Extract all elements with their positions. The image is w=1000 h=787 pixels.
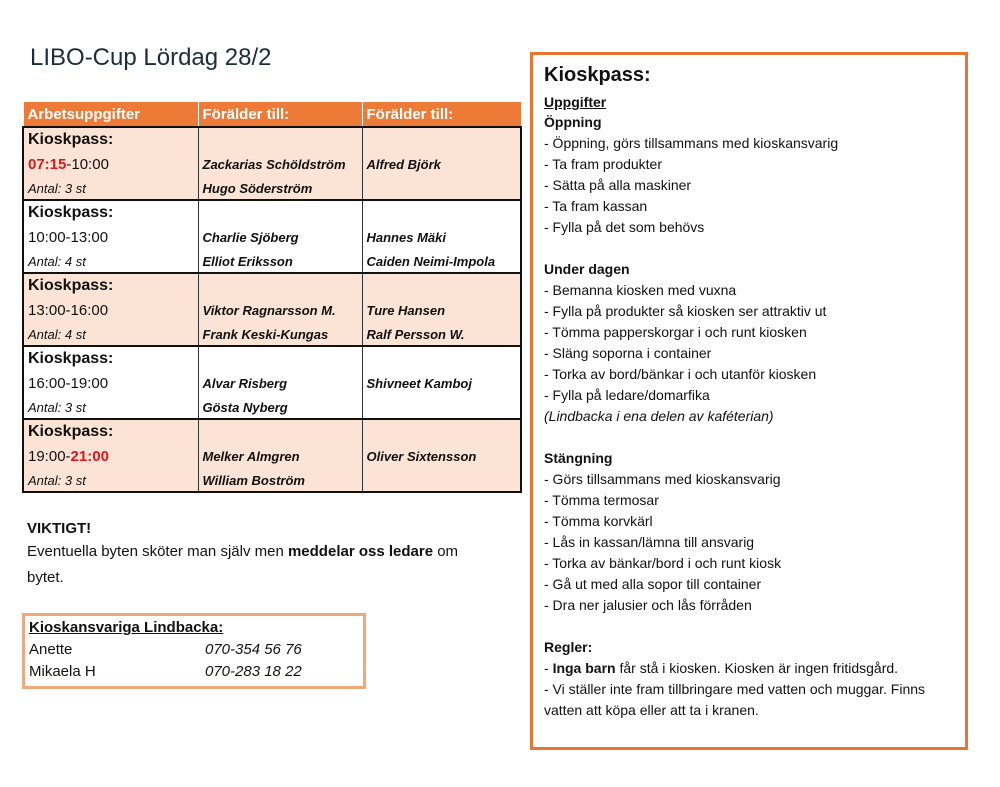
schedule-slot bbox=[23, 200, 521, 273]
parent-name: Zackarias Schöldström bbox=[198, 151, 362, 177]
slot-count: Antal: 3 st bbox=[23, 469, 198, 492]
important-heading: VIKTIGT! bbox=[27, 520, 92, 537]
important-notice bbox=[27, 519, 507, 591]
slot-count: Antal: 3 st bbox=[23, 177, 198, 200]
slot-label: Kioskpass: bbox=[23, 200, 198, 224]
parent-name: Gösta Nyberg bbox=[198, 396, 362, 419]
slot-count: Antal: 3 st bbox=[23, 396, 198, 419]
schedule-table bbox=[22, 101, 522, 493]
list-item: - Torka av bänkar/bord i och runt kiosk bbox=[544, 555, 782, 571]
slot-label: Kioskpass: bbox=[23, 419, 198, 443]
contacts-box bbox=[22, 613, 366, 689]
slot-label: Kioskpass: bbox=[23, 346, 198, 370]
slot-label: Kioskpass: bbox=[23, 273, 198, 297]
section-heading-opening: Öppning bbox=[544, 114, 602, 130]
list-note: (Lindbacka i ena delen av kaféterian) bbox=[544, 408, 774, 424]
parent-name: William Boström bbox=[198, 469, 362, 492]
schedule-slot bbox=[23, 273, 521, 346]
parent-name: Alfred Björk bbox=[362, 151, 521, 177]
schedule-slot bbox=[23, 419, 521, 492]
schedule-slot bbox=[23, 346, 521, 419]
list-item: - Dra ner jalusier och lås förråden bbox=[544, 597, 752, 613]
list-item: - Gå ut med alla sopor till container bbox=[544, 576, 762, 592]
list-item: - Fylla på produkter så kiosken ser attraktiv ut bbox=[544, 303, 827, 319]
list-item: - Tömma papperskorgar i och runt kiosken bbox=[544, 324, 807, 340]
slot-time: 16:00-19:00 bbox=[23, 370, 198, 396]
kiosk-title: Kioskpass: bbox=[544, 64, 651, 86]
schedule-header-row bbox=[23, 102, 521, 128]
parent-name: Frank Keski-Kungas bbox=[198, 323, 362, 346]
section-heading-closing: Stängning bbox=[544, 450, 613, 466]
list-item: - Öppning, görs tillsammans med kioskansvarig bbox=[544, 135, 839, 151]
list-item: - Torka av bord/bänkar i och utanför kiosken bbox=[544, 366, 817, 382]
list-item: - Ta fram kassan bbox=[544, 198, 648, 214]
slot-count: Antal: 4 st bbox=[23, 323, 198, 346]
important-text: Eventuella byten sköter man själv men meddelar oss ledare om bytet. bbox=[27, 543, 459, 586]
slot-label: Kioskpass: bbox=[23, 127, 198, 151]
contact-row bbox=[29, 641, 363, 663]
parent-name bbox=[362, 177, 521, 200]
kiosk-subtitle: Uppgifter bbox=[544, 94, 607, 110]
rule-item: - Inga barn får stå i kiosken. Kiosken är ingen fritidsgård. bbox=[544, 660, 899, 676]
slot-time: 10:00-13:00 bbox=[23, 224, 198, 250]
parent-name: Oliver Sixtensson bbox=[362, 443, 521, 469]
list-item: - Fylla på ledare/domarfika bbox=[544, 387, 710, 403]
parent-name: Shivneet Kamboj bbox=[362, 370, 521, 396]
header-parent-2: Förälder till: bbox=[362, 102, 521, 128]
parent-name: Ture Hansen bbox=[362, 297, 521, 323]
slot-count: Antal: 4 st bbox=[23, 250, 198, 273]
list-item: - Släng soporna i container bbox=[544, 345, 712, 361]
header-parent-1: Förälder till: bbox=[198, 102, 362, 128]
header-tasks: Arbetsuppgifter bbox=[23, 102, 198, 128]
section-heading-during: Under dagen bbox=[544, 261, 630, 277]
parent-name: Hugo Söderström bbox=[198, 177, 362, 200]
slot-time: 13:00-16:00 bbox=[23, 297, 198, 323]
parent-name: Charlie Sjöberg bbox=[198, 224, 362, 250]
list-item: - Tömma termosar bbox=[544, 492, 659, 508]
slot-time: 19:00-21:00 bbox=[23, 443, 198, 469]
contact-phone: 070-354 56 76 bbox=[205, 641, 302, 658]
parent-name: Elliot Eriksson bbox=[198, 250, 362, 273]
parent-name bbox=[362, 469, 521, 492]
parent-name: Caiden Neimi-Impola bbox=[362, 250, 521, 273]
list-item: - Tömma korvkärl bbox=[544, 513, 653, 529]
kiosk-instructions-panel bbox=[530, 52, 968, 750]
contact-name: Mikaela H bbox=[29, 663, 96, 680]
contact-name: Anette bbox=[29, 641, 73, 658]
contact-row bbox=[29, 663, 363, 685]
parent-name: Melker Almgren bbox=[198, 443, 362, 469]
list-item: - Lås in kassan/lämna till ansvarig bbox=[544, 534, 755, 550]
list-item: - Görs tillsammans med kioskansvarig bbox=[544, 471, 781, 487]
schedule-slot bbox=[23, 127, 521, 200]
parent-name: Ralf Persson W. bbox=[362, 323, 521, 346]
parent-name bbox=[362, 396, 521, 419]
list-item: - Fylla på det som behövs bbox=[544, 219, 705, 235]
section-heading-rules: Regler: bbox=[544, 639, 593, 655]
contacts-heading: Kioskansvariga Lindbacka: bbox=[29, 619, 224, 636]
list-item: - Bemanna kiosken med vuxna bbox=[544, 282, 737, 298]
slot-time: 07:15-10:00 bbox=[23, 151, 198, 177]
list-item: - Ta fram produkter bbox=[544, 156, 663, 172]
parent-name: Hannes Mäki bbox=[362, 224, 521, 250]
contact-phone: 070-283 18 22 bbox=[205, 663, 302, 680]
list-item: - Sätta på alla maskiner bbox=[544, 177, 692, 193]
parent-name: Alvar Risberg bbox=[198, 370, 362, 396]
rule-item: - Vi ställer inte fram tillbringare med vatten och muggar. Finns vatten att köpa eller att ta i kranen. bbox=[544, 681, 926, 718]
page-title: LIBO-Cup Lördag 28/2 bbox=[30, 44, 272, 71]
parent-name: Viktor Ragnarsson M. bbox=[198, 297, 362, 323]
